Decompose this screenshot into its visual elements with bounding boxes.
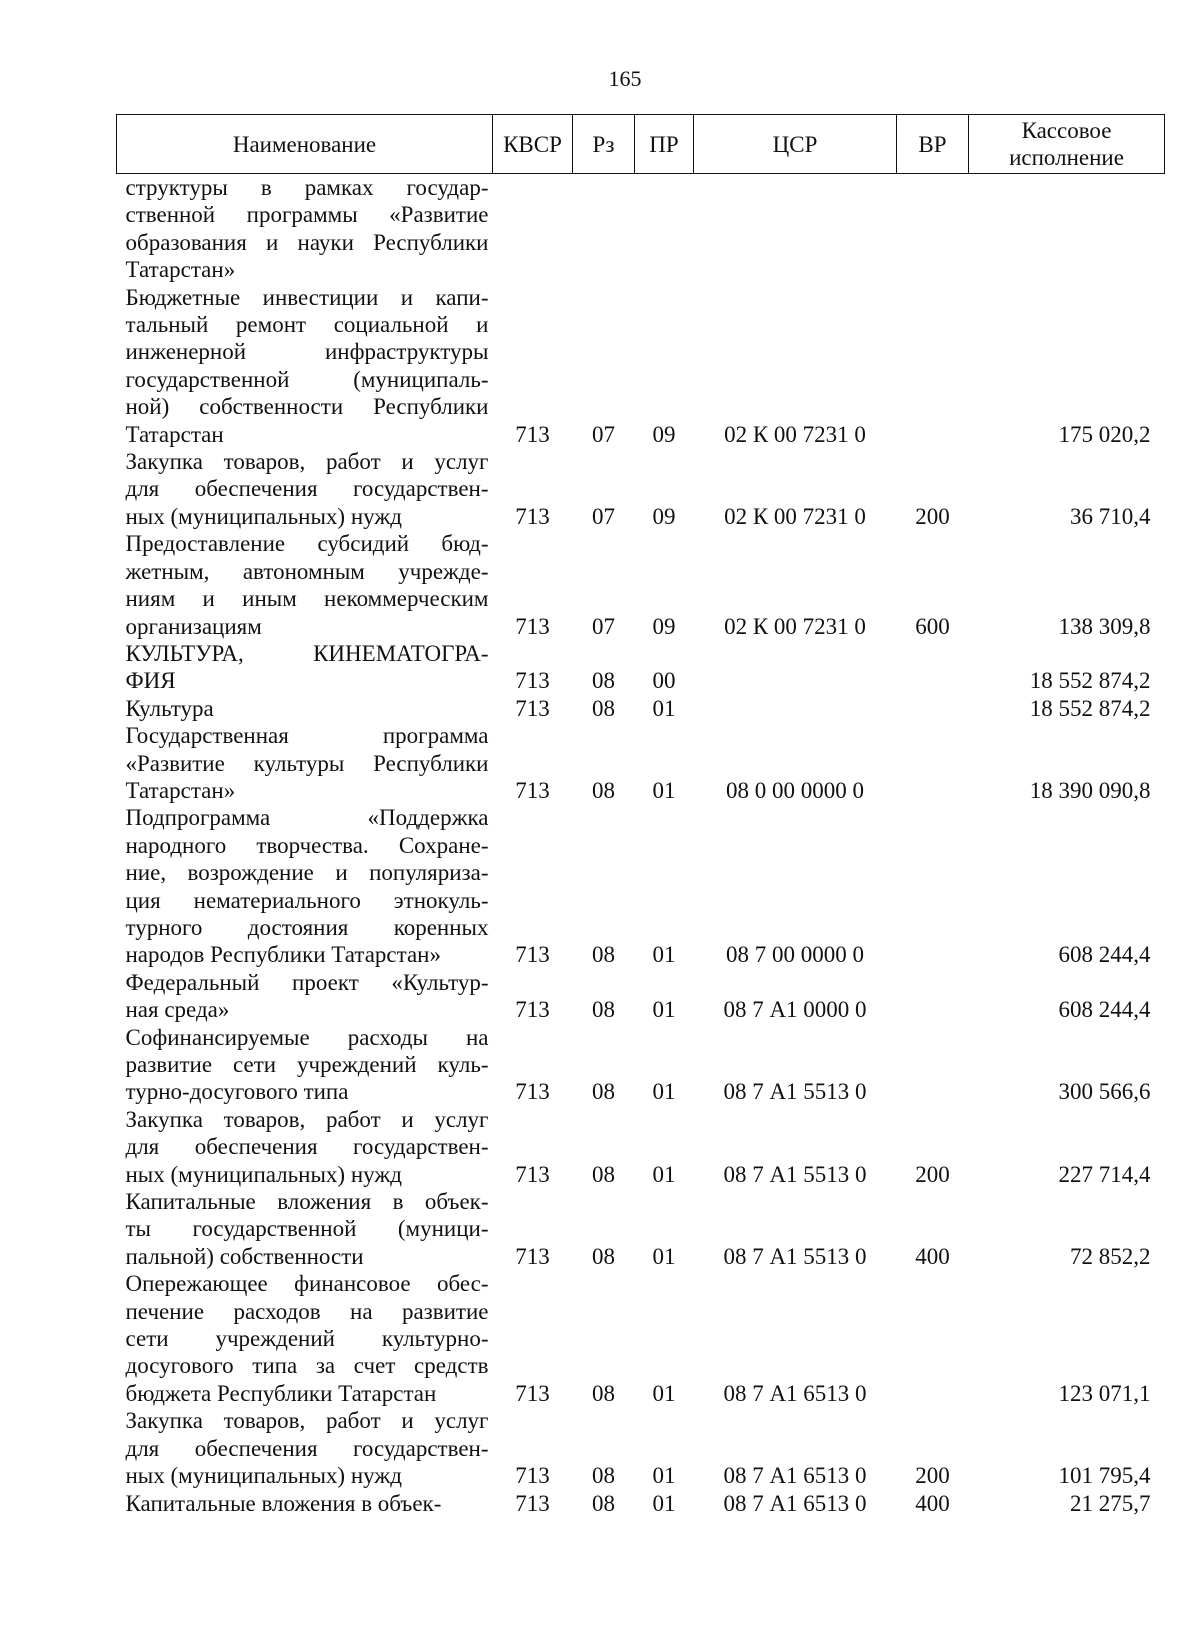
row-name-line: сети учреждений культурно- xyxy=(125,1326,489,1352)
row-pr: 09 xyxy=(652,613,676,639)
row-kass: 227 714,4 xyxy=(1058,1161,1151,1187)
row-pr: 09 xyxy=(652,503,676,529)
row-pr: 01 xyxy=(652,1243,676,1269)
row-pr: 01 xyxy=(652,1490,676,1516)
row-pr: 01 xyxy=(652,1463,676,1489)
header-kvsr: КВСР xyxy=(493,115,573,174)
row-name xyxy=(117,284,493,448)
header-rz: Рз xyxy=(573,115,635,174)
row-kvsr: 713 xyxy=(515,1463,550,1489)
row-name-line: бюджета Республики Татарстан xyxy=(125,1380,437,1406)
table-row xyxy=(117,1024,1165,1106)
row-name xyxy=(117,969,493,1024)
row-csr: 08 7 А1 6513 0 xyxy=(723,1380,867,1406)
row-kass: 608 244,4 xyxy=(1058,997,1151,1023)
row-kvsr: 713 xyxy=(515,1243,550,1269)
row-name-line: Татарстан» xyxy=(125,777,236,803)
row-name xyxy=(117,804,493,968)
row-rz: 08 xyxy=(592,1490,615,1516)
row-name xyxy=(117,1188,493,1270)
row-name-line: Государственная программа xyxy=(125,723,489,749)
row-name-line: Закупка товаров, работ и услуг xyxy=(125,1408,489,1434)
row-kvsr: 713 xyxy=(515,695,550,721)
header-vr: ВР xyxy=(897,115,969,174)
row-name-line: Закупка товаров, работ и услуг xyxy=(125,449,489,475)
row-name-line: Опережающее финансовое обес- xyxy=(125,1271,489,1297)
row-csr: 08 7 А1 5513 0 xyxy=(723,1079,867,1105)
row-rz xyxy=(573,174,635,284)
row-kvsr: 713 xyxy=(515,997,550,1023)
header-csr: ЦСР xyxy=(694,115,897,174)
row-vr: 200 xyxy=(915,1161,950,1187)
table-row xyxy=(117,1106,1165,1188)
row-kass: 18 552 874,2 xyxy=(1029,695,1151,721)
row-csr: 02 К 00 7231 0 xyxy=(724,421,866,447)
row-csr: 08 7 00 0000 0 xyxy=(726,942,864,968)
row-kvsr: 713 xyxy=(515,1490,550,1516)
row-kvsr xyxy=(493,174,573,284)
row-rz: 08 xyxy=(592,997,615,1023)
row-name-line: для обеспечения государствен- xyxy=(125,476,489,502)
row-name-line: Капитальные вложения в объек- xyxy=(125,1189,489,1215)
row-name xyxy=(117,1407,493,1489)
row-name-line: КУЛЬТУРА, КИНЕМАТОГРА- xyxy=(125,640,489,666)
row-name-line: образования и науки Республики xyxy=(125,229,489,255)
row-vr xyxy=(897,284,969,448)
row-csr: 02 К 00 7231 0 xyxy=(724,613,866,639)
row-name-line: Татарстан» xyxy=(125,257,236,283)
table-row xyxy=(117,1270,1165,1407)
row-vr: 200 xyxy=(915,503,950,529)
row-rz: 07 xyxy=(592,421,615,447)
row-kvsr: 713 xyxy=(515,421,550,447)
row-name-line: Закупка товаров, работ и услуг xyxy=(125,1106,489,1132)
row-name-line: «Развитие культуры Республики xyxy=(125,750,489,776)
row-name-line: Бюджетные инвестиции и капи- xyxy=(125,284,489,310)
row-rz: 08 xyxy=(592,1463,615,1489)
table-row xyxy=(117,448,1165,530)
row-vr: 600 xyxy=(915,613,950,639)
row-name-line: ция нематериального этнокуль- xyxy=(125,887,489,913)
row-name-line: ных (муниципальных) нужд xyxy=(125,1161,402,1187)
row-pr: 09 xyxy=(652,421,676,447)
row-kass: 18 390 090,8 xyxy=(1029,777,1151,803)
row-name-line: народов Республики Татарстан» xyxy=(125,942,441,968)
row-rz: 08 xyxy=(592,777,615,803)
row-csr: 08 7 А1 6513 0 xyxy=(723,1463,867,1489)
row-rz: 08 xyxy=(592,942,615,968)
row-kass: 608 244,4 xyxy=(1058,942,1151,968)
table-row xyxy=(117,969,1165,1024)
page-number: 165 xyxy=(608,66,642,91)
row-name-line: Культура xyxy=(125,695,214,721)
row-name-line: Предоставление субсидий бюд- xyxy=(125,531,489,557)
row-csr xyxy=(694,174,897,284)
row-name-line: развитие сети учреждений куль- xyxy=(125,1052,489,1077)
table-row xyxy=(117,174,1165,284)
row-vr xyxy=(897,1024,969,1106)
row-kass: 138 309,8 xyxy=(1058,613,1151,639)
budget-table xyxy=(116,114,1165,1517)
row-name-line: тальный ремонт социальной и xyxy=(125,312,489,338)
row-kass xyxy=(969,174,1165,284)
table-row xyxy=(117,530,1165,640)
row-name-line: ных (муниципальных) нужд xyxy=(125,1463,402,1489)
row-vr xyxy=(897,1270,969,1407)
row-name-line: для обеспечения государствен- xyxy=(125,1435,489,1461)
header-kass: Кассовое исполнение xyxy=(969,115,1165,174)
row-csr: 08 7 А1 0000 0 xyxy=(723,997,867,1023)
row-name xyxy=(117,530,493,640)
row-rz: 08 xyxy=(592,668,615,694)
row-kass: 175 020,2 xyxy=(1058,421,1151,447)
table-row xyxy=(117,640,1165,695)
row-kvsr: 713 xyxy=(515,1380,550,1406)
row-name-line: Федеральный проект «Культур- xyxy=(125,969,489,995)
row-name xyxy=(117,1490,493,1517)
row-vr xyxy=(897,722,969,804)
row-pr: 01 xyxy=(652,997,676,1023)
row-name-line: пальной) собственности xyxy=(125,1243,364,1269)
row-csr: 08 0 00 0000 0 xyxy=(726,777,864,803)
row-name-line: ФИЯ xyxy=(125,668,176,694)
row-rz: 08 xyxy=(592,695,615,721)
table-row xyxy=(117,804,1165,968)
table-row xyxy=(117,284,1165,448)
row-vr: 200 xyxy=(915,1463,950,1489)
row-name-line: Софинансируемые расходы на xyxy=(125,1024,489,1050)
row-csr: 08 7 А1 5513 0 xyxy=(723,1243,867,1269)
table-row xyxy=(117,722,1165,804)
row-kass: 101 795,4 xyxy=(1058,1463,1151,1489)
row-name-line: ных (муниципальных) нужд xyxy=(125,503,402,529)
row-name xyxy=(117,448,493,530)
row-name-line: ная среда» xyxy=(125,997,230,1023)
row-name-line: печение расходов на развитие xyxy=(125,1298,489,1324)
row-vr xyxy=(897,969,969,1024)
header-pr: ПР xyxy=(635,115,694,174)
row-kvsr: 713 xyxy=(515,777,550,803)
row-name-line: Татарстан xyxy=(125,421,224,447)
row-pr: 01 xyxy=(652,777,676,803)
row-pr: 00 xyxy=(652,668,676,694)
row-vr xyxy=(897,174,969,284)
row-csr xyxy=(694,695,897,722)
row-name xyxy=(117,174,493,284)
row-name xyxy=(117,1270,493,1407)
row-kass: 18 552 874,2 xyxy=(1029,668,1151,694)
row-name-line: досугового типа за счет средств xyxy=(125,1353,489,1379)
row-csr xyxy=(694,640,897,695)
row-rz: 07 xyxy=(592,613,615,639)
row-name-line: ниям и иным некоммерческим xyxy=(125,586,489,612)
row-name-line: жетным, автономным учрежде- xyxy=(125,558,489,584)
table-row xyxy=(117,1490,1165,1517)
row-name-line: народного творчества. Сохране- xyxy=(125,832,489,858)
row-name-line: Капитальные вложения в объек- xyxy=(125,1490,442,1516)
row-kvsr: 713 xyxy=(515,1079,550,1105)
row-name-line: ты государственной (муници- xyxy=(125,1216,489,1242)
table-row xyxy=(117,695,1165,722)
row-kvsr: 713 xyxy=(515,668,550,694)
row-name xyxy=(117,722,493,804)
row-vr: 400 xyxy=(915,1490,950,1516)
row-name xyxy=(117,1106,493,1188)
row-pr: 01 xyxy=(652,942,676,968)
row-name xyxy=(117,695,493,722)
row-pr: 01 xyxy=(652,1380,676,1406)
row-kass: 123 071,1 xyxy=(1058,1380,1151,1406)
row-csr: 08 7 А1 5513 0 xyxy=(723,1161,867,1187)
table-body xyxy=(117,174,1165,1517)
row-rz: 08 xyxy=(592,1380,615,1406)
row-name xyxy=(117,640,493,695)
row-name-line: государственной (муниципаль- xyxy=(125,366,489,392)
row-kvsr: 713 xyxy=(515,613,550,639)
row-kass: 36 710,4 xyxy=(1070,503,1151,529)
row-name-line: ной) собственности Республики xyxy=(125,394,489,420)
row-kvsr: 713 xyxy=(515,1161,550,1187)
row-csr: 08 7 А1 6513 0 xyxy=(723,1490,867,1516)
row-vr xyxy=(897,640,969,695)
row-rz: 07 xyxy=(592,503,615,529)
row-name-line: турно-досугового типа xyxy=(125,1079,349,1105)
table-row xyxy=(117,1188,1165,1270)
row-vr xyxy=(897,804,969,968)
row-name xyxy=(117,1024,493,1106)
row-name-line: организациям xyxy=(125,613,262,639)
row-pr: 01 xyxy=(652,1161,676,1187)
row-name-line: ние, возрождение и популяриза- xyxy=(125,860,489,886)
row-pr: 01 xyxy=(652,1079,676,1105)
row-name-line: для обеспечения государствен- xyxy=(125,1134,489,1160)
row-name-line: Подпрограмма «Поддержка xyxy=(125,805,489,831)
row-name-line: инженерной инфраструктуры xyxy=(125,339,489,365)
row-pr: 01 xyxy=(652,695,676,721)
row-kass: 21 275,7 xyxy=(1070,1490,1151,1516)
row-csr: 02 К 00 7231 0 xyxy=(724,503,866,529)
row-rz: 08 xyxy=(592,1161,615,1187)
table-row xyxy=(117,1407,1165,1489)
row-name-line: ственной программы «Развитие xyxy=(125,202,489,228)
row-kass: 300 566,6 xyxy=(1058,1079,1151,1105)
table-header xyxy=(117,115,1165,174)
row-name-line: структуры в рамках государ- xyxy=(125,175,489,200)
row-kvsr: 713 xyxy=(515,503,550,529)
row-kass: 72 852,2 xyxy=(1070,1243,1151,1269)
row-kvsr: 713 xyxy=(515,942,550,968)
row-name-line: турного достояния коренных xyxy=(125,914,489,940)
header-name: Наименование xyxy=(117,115,493,174)
row-vr: 400 xyxy=(915,1243,950,1269)
row-pr xyxy=(635,174,694,284)
row-vr xyxy=(897,695,969,722)
row-rz: 08 xyxy=(592,1243,615,1269)
row-rz: 08 xyxy=(592,1079,615,1105)
